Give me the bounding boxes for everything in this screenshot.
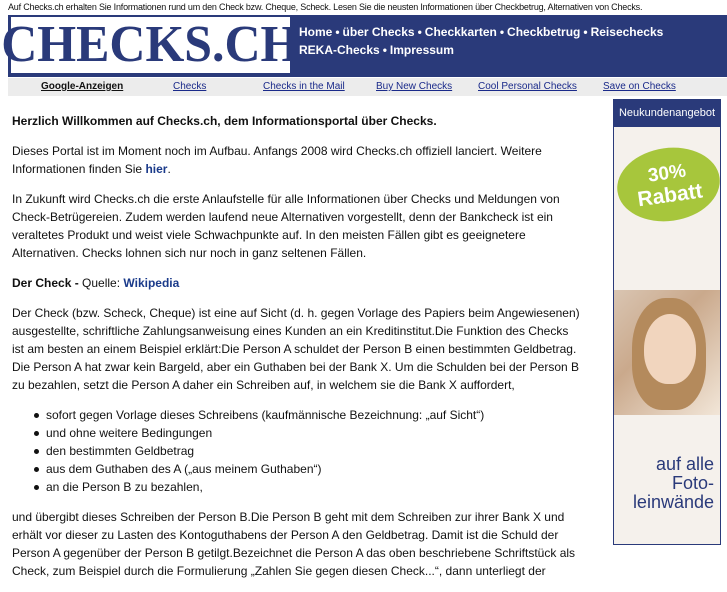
section-line [12,274,582,292]
page-heading: Herzlich Willkommen auf Checks.ch, dem Informationsportal über Checks. [12,114,437,128]
badge-percent: 30% [646,160,688,187]
nav-home[interactable]: Home [299,25,333,39]
ad-footer-line: auf alle [655,454,714,474]
badge-label: Rabatt [636,178,704,211]
nav-separator: • [382,43,387,57]
list-item: und ohne weitere Bedingungen [34,424,582,442]
nav-separator: • [417,25,422,39]
conditions-list [12,406,582,496]
source-label: Quelle: [78,276,124,290]
ad-link-save-on-checks[interactable]: Save on Checks [603,81,676,92]
definition-paragraph: Der Check (bzw. Scheck, Cheque) ist eine auf Sicht (d. h. gegen Vorlage des Papiers beim Angewiesenen) ausgestellte, schriftliche Zahlungsanweisung eines Kunden an ein Kreditinstitut.Die Funktion des Checks ist am besten an einem Beispiel erklärt:Die Person A schuldet der Person B einen bestimmten Geldbetrag. Die Person A hat zwar kein Bargeld, aber ein Guthaben bei der Bank X. Um die Schulden bei der Person B zu bezahlen, setzt die Person A daher ein Schreiben auf, in welchem sie die Bank X auffordert, [12,306,580,392]
logo-text: CHECKS.CH [1,16,300,73]
main-content [12,112,582,592]
ad-footer-text [614,455,714,512]
ad-header: Neukundenangebot [614,100,720,127]
intro-paragraph [12,142,582,178]
nav-impressum[interactable]: Impressum [389,43,454,57]
nav-separator: • [335,25,340,39]
list-item: sofort gegen Vorlage dieses Schreibens (kaufmännische Bezeichnung: „auf Sicht“) [34,406,582,424]
ad-link-checks-in-the-mail[interactable]: Checks in the Mail [263,81,345,92]
google-ads-bar [8,78,727,96]
nav-reisechecks[interactable]: Reisechecks [590,25,664,39]
future-paragraph: In Zukunft wird Checks.ch die erste Anlaufstelle für alle Informationen über Checks und Meldungen von Check-Betrügereien. Zudem werden laufend neue Alternativen vorgestellt, denn der Bankcheck ist ein veraltetes Produkt und weist viele Schwachpunkte auf. In den meisten Fällen gibt es geeignetere Alternativen. Checks lohnen sich nur noch in ganz seltenen Fällen. [12,192,560,260]
discount-badge [613,141,721,228]
ad-footer-line: leinwände [632,492,714,512]
ad-footer-line: Foto- [671,473,714,493]
ad-link-checks[interactable]: Checks [173,81,207,92]
ad-photo-girl [614,290,720,415]
top-tagline: Auf Checks.ch erhalten Sie Informationen rund um den Check bzw. Cheque, Scheck. Lesen Sie die neusten Informationen über Checkbetrug, Alternativen von Checks. [8,2,643,12]
intro-text: Dieses Portal ist im Moment noch im Aufbau. Anfangs 2008 wird Checks.ch offiziell lanciert. Weitere Informationen finden Sie [12,144,542,176]
nav-checkbetrug[interactable]: Checkbetrug [507,25,581,39]
ad-link-buy-new-checks[interactable]: Buy New Checks [376,81,453,92]
main-nav [299,23,719,59]
nav-ueber-checks[interactable]: über Checks [342,25,415,39]
nav-separator: • [583,25,588,39]
hier-link[interactable]: hier [145,162,168,176]
section-title: Der Check - [12,276,79,290]
intro-period: . [167,162,171,176]
photo-face-shape [644,314,696,384]
nav-reka-checks[interactable]: REKA-Checks [299,43,380,57]
list-item: an die Person B zu bezahlen, [34,478,582,496]
wikipedia-link[interactable]: Wikipedia [123,276,180,290]
side-ad-banner[interactable] [613,99,721,545]
nav-checkkarten[interactable]: Checkkarten [424,25,497,39]
google-ads-title[interactable]: Google-Anzeigen [41,81,124,92]
site-header [1,15,727,77]
site-logo[interactable] [1,16,300,73]
explanation-paragraph: und übergibt dieses Schreiben der Person B.Die Person B geht mit dem Schreiben zur ihrer Bank X und erhält vor dieser zu Lasten des Kontoguthabens der Person A den Geldbetrag. Damit ist die Schuld der Person A gegenüber der Person B getilgt.Bezeichnet die Person A das oben beschriebene Schriftstück als Check, zum Beispiel durch die Formulierung „Zahlen Sie gegen diesen Check...“, dann unterliegt der [12,510,576,578]
ad-link-cool-personal-checks[interactable]: Cool Personal Checks [478,81,577,92]
list-item: den bestimmten Geldbetrag [34,442,582,460]
nav-separator: • [499,25,505,39]
list-item: aus dem Guthaben des A („aus meinem Guthaben“) [34,460,582,478]
